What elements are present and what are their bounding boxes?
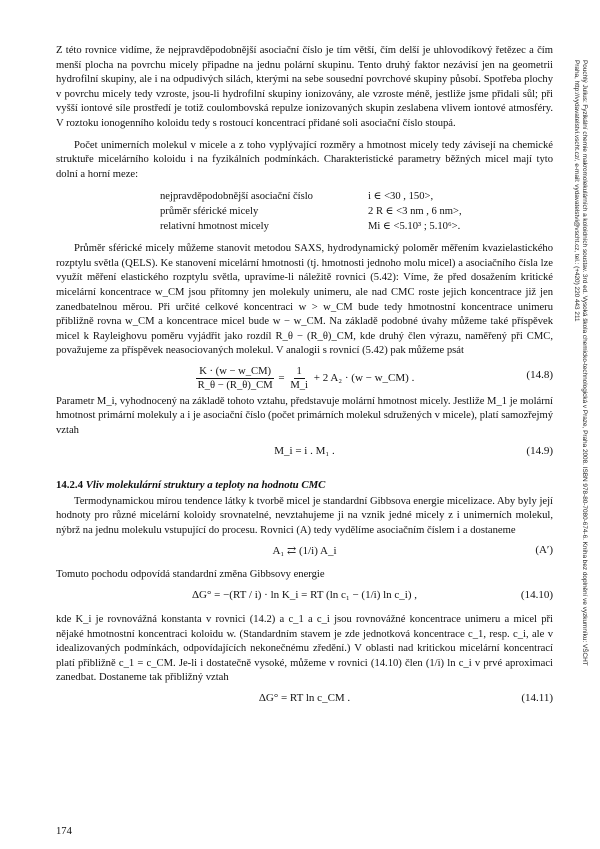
paragraph-5: Termodynamickou mírou tendence látky k tvorbě micel je standardní Gibbsova energie micelizace. Aby byly její hodnoty pro různé micelární koloidy srovnatelné, nevztahujeme ji na vznik jedné micely z i unimerních molekul, nýbrž na jednu molekulu vstupující do procesu. Rovnici (A) tedy vydělíme asociačním číslem i a dostaneme — [56, 495, 553, 536]
equation-fraction: $\frac{K \cdot (w - w\_CM)}{R\_\theta - (R\_\theta)\_CM}$ — [197, 365, 273, 391]
parameter-value: 2 R ∈ <3 nm , 6 nm>, — [368, 205, 462, 217]
parameter-table — [160, 190, 553, 234]
paragraph-7: kde K_i je rovnovážná konstanta v rovnici (14.2) a c_1 a c_i jsou rovnovážné koncentrace unimeru a micel při nějaké hmotnostní koncentraci koloidu w. (Standardním stavem je zde jednotková koncentrace c_1, resp. c_i, ale v idealizovaných podmínkách, odpovídajících nekonečnému zředění.) V oblasti nad kritickou micelární koncentrací platí přibližně c_1 = c_CM. Je-li i dostatečně vysoké, můžeme v rovnici (14.10) člen (1/i) ln c_i v prvé aproximaci zanedbat. Dostaneme tak přibližný vztah — [56, 614, 553, 684]
paragraph-4: Parametr M_i, vyhodnocený na základě tohoto vztahu, představuje molární hmotnost micely. Jestliže M_1 je molární hmotnost primární molekuly a i je asociační číslo (počet primárních molekul sdružených v micele), platí samozřejmý vztah — [56, 395, 553, 437]
equation-number: (14.8) — [526, 368, 553, 381]
parameter-label: nejpravděpodobnější asociační číslo — [160, 191, 313, 203]
equation-number: (14.9) — [526, 444, 553, 457]
equation-a: A₁ ⇄ (1/i) A_i (A′) — [272, 544, 553, 558]
parameter-row — [160, 205, 553, 220]
paragraph-2: Počet unimerních molekul v micele a z toho vyplývající rozměry a hmotnost micely tedy závisejí na chemické struktuře micelárního koloidu i na fyzikálních podmínkách. Charakteristické parametry běžných micel mají tyto dolní a horní meze: — [56, 139, 553, 180]
equation-14-9: M_i = i . M₁ . (14.9) — [274, 444, 553, 457]
paragraph-1: Z této rovnice vidíme, že nejpravděpodobnější asociační číslo je tím větší, čím delší je uhlovodíkový řetězec a čím menší plocha na povrchu micely připadne na jednu polární skupinu. Tento druhý faktor nezávisí jen na geometrii hydrofilní skupiny, ale i na odpudivých silách, kterými na sebe sousední povrchové skupiny působí. Spotřeba plochy v povrchu micely tedy vzroste, jsou-li hydrofilní skupiny ionizovány, ale vzroste méně, jestliže jsme přidali sůl; při vyšší iontové síle prostředí je totiž coulombovská repulze ionizovaných skupin zeslabena vlivem iontové atmosféry. V roztoku ionogenního koloidu tedy s rostoucí koncentrací přidané soli asociační číslo stoupá. — [56, 45, 553, 129]
paragraph-3: Průměr sférické micely můžeme stanovit metodou SAXS, hydrodynamický poloměr měřením kvazielastického rozptylu světla (QELS). Ke stanovení micelární hmotnosti (tj. hmotnosti jednoho molu micel) a asociačního čísla lze využít měření elastického rozptylu světla, upravíme-li náležitě rovnici (5.42): Víme, že před dosažením kritické micelární koncentrace w_CM jsou přítomny jen molekuly unimeru, ale nad CMC roste jejich koncentrace již jen zanedbatelnou měrou. Při určité celkové koncentraci w > w_CM bude tedy hmotnostní koncentrace unimeru přibližně rovna w_CM a koncentrace micel bude w − w_CM. Na základě podobné úvahy můžeme také příspěvek micel k Rayleighovu poměru vyjádřit jako rozdíl R_θ − (R_θ)_CM, kde druhý člen výrazu, naměřený při CMC, považujeme za příspěvek neasociovaných molekul. V analogii s rovnicí (5.42) pak můžeme psát — [56, 243, 553, 357]
parameter-label: relativní hmotnost micely — [160, 220, 269, 232]
side-copyright-note: Pouchlý Julius: Fyzikální chemie makromolekulárních a koloidních soustav. 3rd ed. Vysoká škola chemicko-technologická v Praze, Praha 2008. ISBN 978-80-7080-674-6. Kniha bez doplnění ve vyzkumníku: VŠCHT Praha, http://vydavatelstvi.vscht.cz/, e-mail: vydavatelstvi@vscht.cz, tel.: (+420) 220 443 211 — [573, 60, 588, 666]
equation-number: (14.11) — [521, 692, 553, 704]
parameter-row — [160, 220, 553, 235]
equation-14-10: ΔG° = −(RT / i) · ln K_i = RT (ln c₁ − (1/i) ln c_i) , (14.10) — [191, 589, 553, 602]
equation-14-11: ΔG° = RT ln c_CM . (14.11) — [258, 692, 553, 704]
equation-number: (A′) — [535, 544, 553, 557]
equation-number: (14.10) — [520, 589, 553, 602]
parameter-row — [160, 190, 553, 205]
equation-14-8: $\frac{K \cdot (w - w\_CM)}{R\_\theta - (R\_\theta)\_CM}$ = $\frac{1}{M\_i}$ + 2 A₂ · (w − w_CM) . (14.8) — [56, 359, 553, 395]
page-number: 174 — [56, 826, 72, 837]
parameter-label: průměr sférické micely — [160, 205, 259, 217]
section-heading: 14.2.4 Vliv molekulární struktury a teploty na hodnotu CMC — [56, 478, 326, 491]
parameter-value: i ∈ <30 , 150>, — [368, 191, 434, 203]
parameter-value: Mi ∈ <5.10³ ; 5.10⁶>. — [368, 220, 461, 232]
paragraph-6: Tomuto pochodu odpovídá standardní změna Gibbsovy energie — [56, 569, 325, 581]
page-body — [56, 44, 553, 716]
